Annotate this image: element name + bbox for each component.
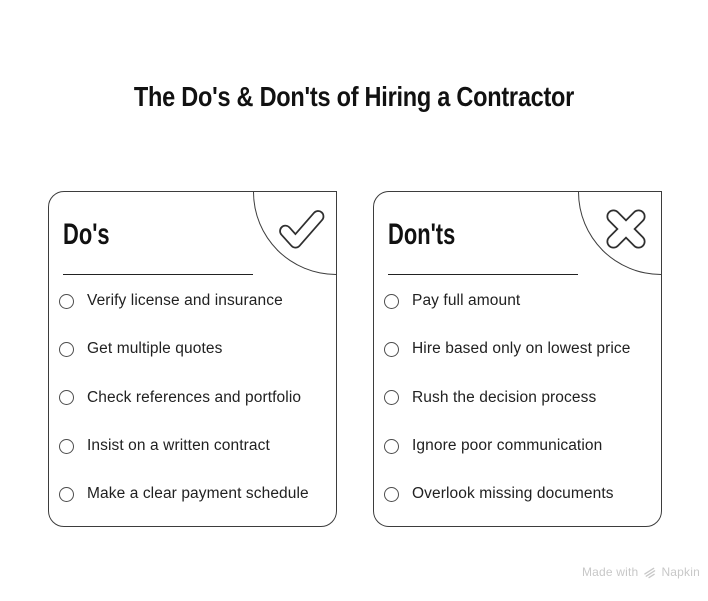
circle-bullet-icon: [59, 487, 74, 502]
watermark: [582, 565, 700, 579]
list-item-label: Ignore poor communication: [412, 437, 603, 455]
circle-bullet-icon: [384, 342, 399, 357]
page-title-wrap: [0, 80, 708, 114]
dos-item-list: [59, 277, 326, 518]
list-item-label: Make a clear payment schedule: [87, 485, 309, 503]
x-icon: [599, 202, 653, 256]
donts-heading: Don'ts: [388, 218, 456, 251]
circle-bullet-icon: [59, 342, 74, 357]
watermark-prefix: Made with: [581, 565, 639, 579]
napkin-logo-icon: [643, 566, 656, 579]
list-item: [384, 374, 651, 422]
list-item: [384, 277, 651, 325]
dos-heading-rule: [63, 274, 253, 275]
list-item-label: Hire based only on lowest price: [412, 340, 631, 358]
list-item-label: Check references and portfolio: [87, 388, 302, 406]
watermark-brand: Napkin: [661, 565, 700, 579]
check-icon: [274, 202, 328, 256]
dos-card: [48, 191, 337, 527]
dos-heading: Do's: [63, 218, 110, 251]
circle-bullet-icon: [59, 294, 74, 309]
circle-bullet-icon: [384, 487, 399, 502]
list-item-label: Insist on a written contract: [87, 437, 270, 455]
list-item: [384, 325, 651, 373]
list-item: [384, 422, 651, 470]
list-item-label: Verify license and insurance: [87, 292, 283, 310]
circle-bullet-icon: [384, 439, 399, 454]
list-item: [59, 277, 326, 325]
donts-card: [373, 191, 662, 527]
donts-item-list: [384, 277, 651, 518]
donts-heading-rule: [388, 274, 578, 275]
circle-bullet-icon: [59, 439, 74, 454]
list-item: [59, 325, 326, 373]
circle-bullet-icon: [59, 390, 74, 405]
list-item-label: Rush the decision process: [412, 388, 597, 406]
circle-bullet-icon: [384, 390, 399, 405]
list-item: [59, 470, 326, 518]
list-item-label: Pay full amount: [412, 292, 521, 310]
list-item: [384, 470, 651, 518]
page-title: The Do's & Don'ts of Hiring a Contractor: [133, 81, 575, 112]
list-item-label: Overlook missing documents: [412, 485, 614, 503]
list-item: [59, 374, 326, 422]
circle-bullet-icon: [384, 294, 399, 309]
list-item: [59, 422, 326, 470]
list-item-label: Get multiple quotes: [87, 340, 223, 358]
